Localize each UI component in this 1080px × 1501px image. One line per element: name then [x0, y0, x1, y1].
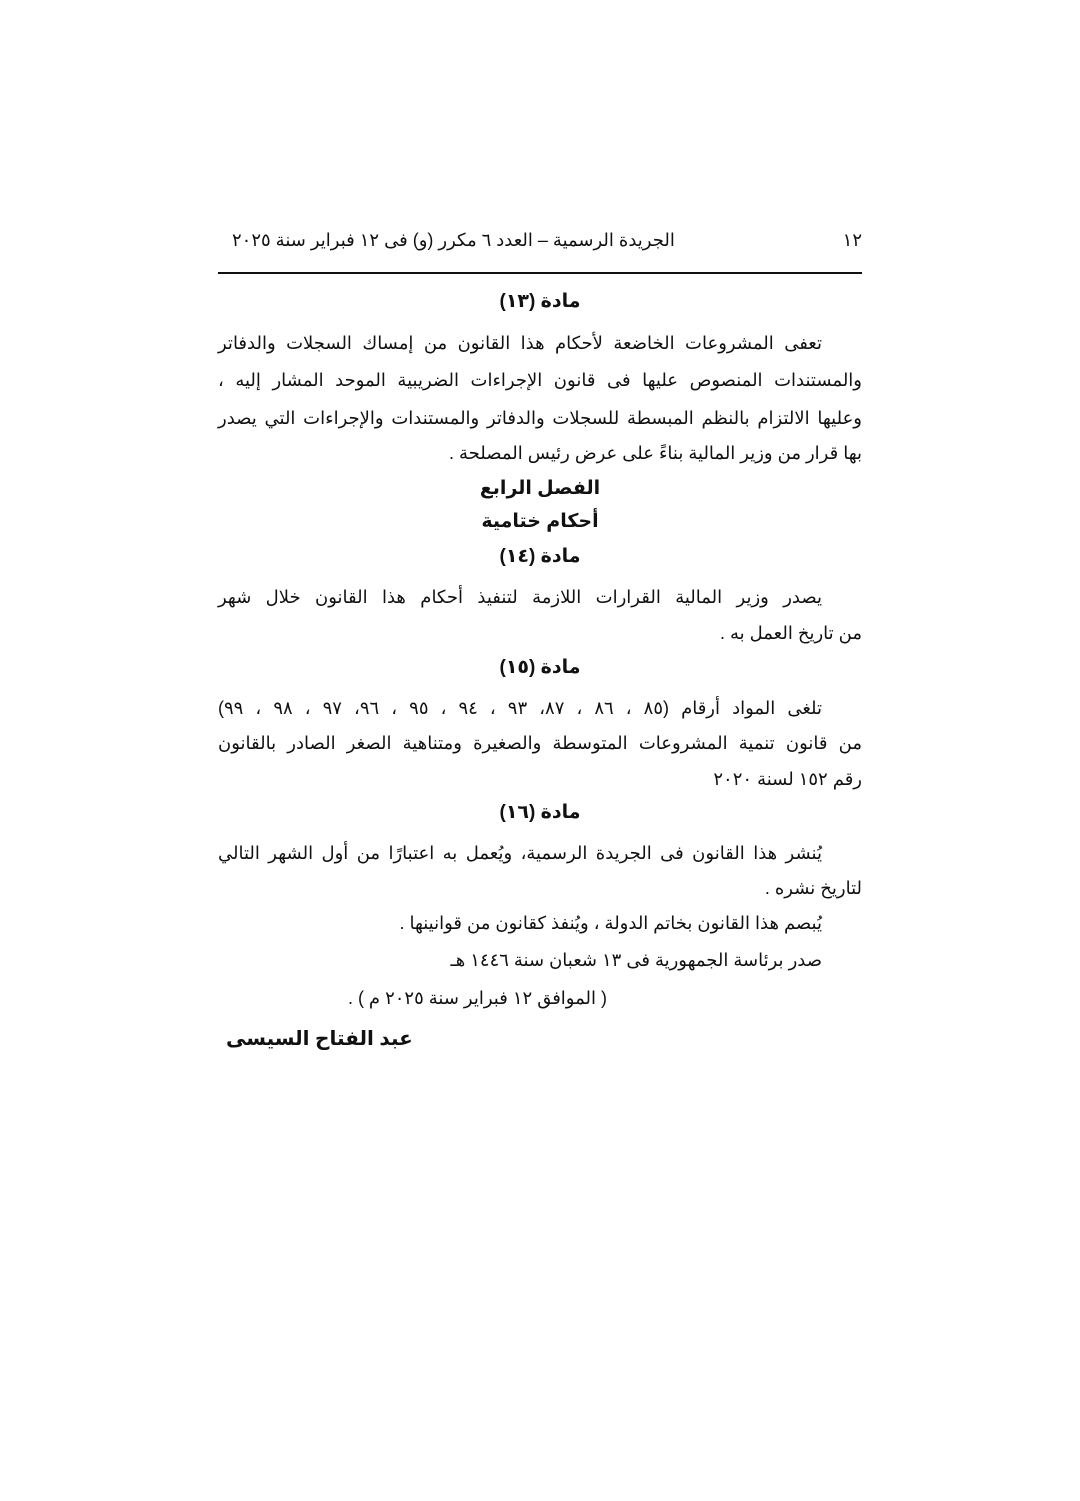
article-15-heading: مادة (١٥) [499, 657, 581, 678]
article-14-line: من تاريخ العمل به . [719, 623, 862, 643]
gazette-page [218, 0, 862, 1501]
article-16-line: يُنشر هذا القانون فى الجريدة الرسمية، ويُعمل به اعتبارًا من أول الشهر التالي [218, 843, 822, 863]
article-15-line: رقم ١٥٢ لسنة ٢٠٢٠ [713, 769, 862, 789]
chapter-title: الفصل الرابع [479, 478, 601, 499]
article-13-line: بها قرار من وزير المالية بناءً على عرض رئيس المصلحة . [449, 443, 862, 463]
seal-statement: يُبصم هذا القانون بخاتم الدولة ، ويُنفذ كقانون من قوانينها . [399, 913, 822, 933]
chapter-subtitle: أحكام ختامية [481, 511, 599, 532]
article-15-line: تلغى المواد أرقام (٨٥ ، ٨٦ ، ٨٧، ٩٣ ، ٩٤ ، ٩٥ ، ٩٦، ٩٧ ، ٩٨ ، ٩٩) [218, 698, 823, 718]
president-signature: عبد الفتاح السيسى [226, 1028, 413, 1050]
article-13-line: تعفى المشروعات الخاضعة لأحكام هذا القانون من إمساك السجلات والدفاتر [218, 333, 822, 353]
header-rule [218, 272, 862, 274]
gregorian-date: ( الموافق ١٢ فبراير سنة ٢٠٢٥ م ) . [347, 988, 607, 1008]
issued-statement: صدر برئاسة الجمهورية فى ١٣ شعبان سنة ١٤٤٦ هـ [450, 950, 822, 970]
header-title: الجريدة الرسمية – العدد ٦ مكرر (و) فى ١٢ فبراير سنة ٢٠٢٥ [232, 230, 675, 250]
article-14-heading: مادة (١٤) [499, 546, 581, 567]
article-15-line: من قانون تنمية المشروعات المتوسطة والصغيرة ومتناهية الصغر الصادر بالقانون [218, 733, 862, 753]
article-14-line: يصدر وزير المالية القرارات اللازمة لتنفيذ أحكام هذا القانون خلال شهر [218, 587, 822, 607]
article-13-line: والمستندات المنصوص عليها فى قانون الإجراءات الضريبية الموحد المشار إليه ، [218, 370, 862, 390]
article-16-heading: مادة (١٦) [499, 802, 581, 823]
page-header [218, 230, 862, 251]
article-13-heading: مادة (١٣) [499, 291, 581, 312]
page-number: ١٢ [842, 230, 862, 250]
article-13-line: وعليها الالتزام بالنظم المبسطة للسجلات والدفاتر والمستندات والإجراءات التي يصدر [218, 408, 862, 428]
article-16-line: لتاريخ نشره . [764, 878, 862, 898]
